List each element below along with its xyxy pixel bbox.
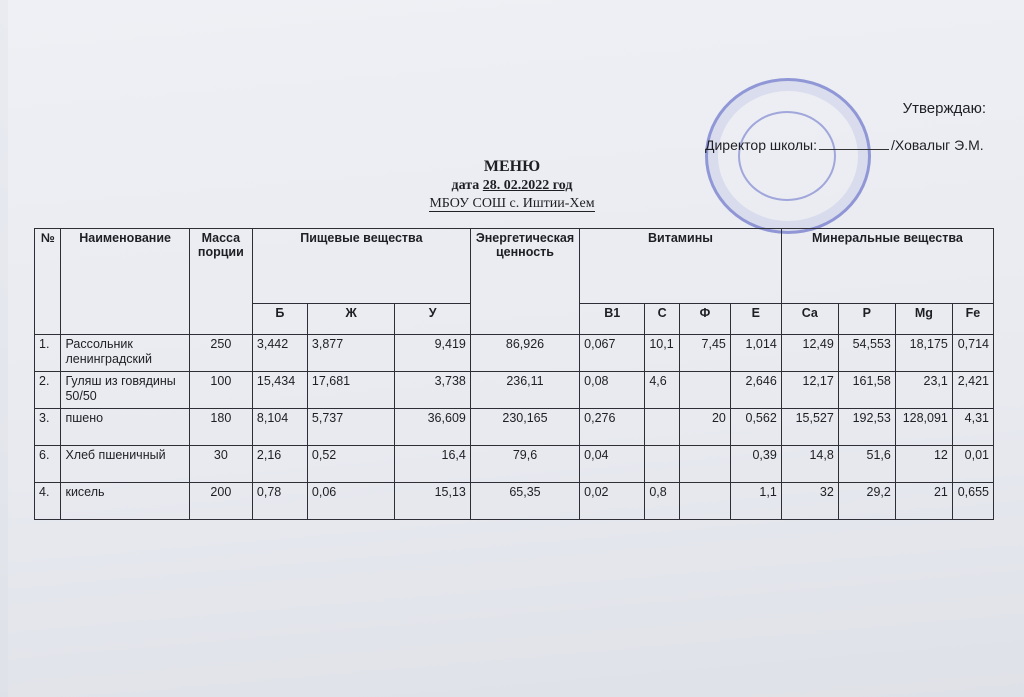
cell-fe: 4,31	[952, 409, 993, 446]
col-num-header: №	[35, 229, 61, 335]
director-name: /Ховалыг Э.М.	[891, 137, 984, 153]
col-mg-header: Mg	[895, 304, 952, 335]
cell-energy: 230,165	[470, 409, 579, 446]
cell-p: 29,2	[838, 483, 895, 520]
cell-f	[679, 483, 730, 520]
col-e-header: E	[730, 304, 781, 335]
cell-zh: 3,877	[307, 335, 395, 372]
cell-mg: 18,175	[895, 335, 952, 372]
col-minerals-header: Минеральные вещества	[781, 229, 993, 304]
cell-b1: 0,04	[580, 446, 645, 483]
cell-ca: 12,49	[781, 335, 838, 372]
cell-f	[679, 372, 730, 409]
cell-c: 4,6	[645, 372, 680, 409]
cell-u: 3,738	[395, 372, 470, 409]
cell-f: 20	[679, 409, 730, 446]
menu-date	[0, 178, 1024, 194]
cell-f: 7,45	[679, 335, 730, 372]
cell-b: 3,442	[252, 335, 307, 372]
cell-b: 15,434	[252, 372, 307, 409]
cell-mass: 250	[189, 335, 252, 372]
cell-energy: 65,35	[470, 483, 579, 520]
date-prefix: дата	[451, 178, 480, 193]
cell-num: 4.	[35, 483, 61, 520]
col-fe-header: Fe	[952, 304, 993, 335]
col-p-header: P	[838, 304, 895, 335]
cell-zh: 0,52	[307, 446, 395, 483]
cell-num: 1.	[35, 335, 61, 372]
cell-e: 1,014	[730, 335, 781, 372]
cell-c	[645, 409, 680, 446]
col-zh-header: Ж	[307, 304, 395, 335]
col-u-header: У	[395, 304, 470, 335]
col-mass-header: Масса порции	[189, 229, 252, 335]
cell-b1: 0,02	[580, 483, 645, 520]
cell-p: 192,53	[838, 409, 895, 446]
col-energy-header: Энергетическая ценность	[470, 229, 579, 335]
table-row	[35, 483, 994, 520]
cell-b1: 0,08	[580, 372, 645, 409]
table-row	[35, 372, 994, 409]
cell-ca: 12,17	[781, 372, 838, 409]
cell-fe: 0,01	[952, 446, 993, 483]
cell-ca: 15,527	[781, 409, 838, 446]
cell-u: 16,4	[395, 446, 470, 483]
cell-mg: 12	[895, 446, 952, 483]
cell-b: 2,16	[252, 446, 307, 483]
cell-b1: 0,276	[580, 409, 645, 446]
cell-zh: 17,681	[307, 372, 395, 409]
cell-mg: 23,1	[895, 372, 952, 409]
cell-num: 2.	[35, 372, 61, 409]
cell-energy: 236,11	[470, 372, 579, 409]
col-f-header: Ф	[679, 304, 730, 335]
cell-b: 8,104	[252, 409, 307, 446]
cell-c: 10,1	[645, 335, 680, 372]
cell-p: 51,6	[838, 446, 895, 483]
cell-name: Гуляш из говядины 50/50	[61, 372, 189, 409]
cell-mass: 200	[189, 483, 252, 520]
col-name-header: Наименование	[61, 229, 189, 335]
cell-energy: 86,926	[470, 335, 579, 372]
cell-e: 0,562	[730, 409, 781, 446]
table-row	[35, 446, 994, 483]
menu-table	[34, 228, 994, 520]
cell-e: 2,646	[730, 372, 781, 409]
cell-num: 6.	[35, 446, 61, 483]
school-name	[0, 196, 1024, 212]
cell-zh: 0,06	[307, 483, 395, 520]
cell-fe: 0,655	[952, 483, 993, 520]
approval-heading: Утверждаю:	[902, 100, 986, 117]
cell-u: 36,609	[395, 409, 470, 446]
page-title: МЕНЮ	[483, 158, 541, 175]
cell-mass: 30	[189, 446, 252, 483]
col-vitamins-header: Витамины	[580, 229, 782, 304]
approval-director-line	[705, 137, 984, 153]
col-b1-header: B1	[580, 304, 645, 335]
col-b-header: Б	[252, 304, 307, 335]
cell-p: 161,58	[838, 372, 895, 409]
cell-energy: 79,6	[470, 446, 579, 483]
cell-name: кисель	[61, 483, 189, 520]
table-row	[35, 409, 994, 446]
cell-p: 54,553	[838, 335, 895, 372]
cell-mass: 180	[189, 409, 252, 446]
table-row	[35, 335, 994, 372]
director-label: Директор школы:	[705, 137, 817, 153]
cell-u: 9,419	[395, 335, 470, 372]
cell-mg: 21	[895, 483, 952, 520]
cell-f	[679, 446, 730, 483]
cell-e: 0,39	[730, 446, 781, 483]
cell-num: 3.	[35, 409, 61, 446]
cell-fe: 0,714	[952, 335, 993, 372]
cell-c: 0,8	[645, 483, 680, 520]
cell-name: Рассольник ленинградский	[61, 335, 189, 372]
cell-e: 1,1	[730, 483, 781, 520]
cell-b1: 0,067	[580, 335, 645, 372]
cell-name: Хлеб пшеничный	[61, 446, 189, 483]
cell-ca: 32	[781, 483, 838, 520]
menu-table-body	[35, 335, 994, 520]
col-ca-header: Ca	[781, 304, 838, 335]
col-nutrients-header: Пищевые вещества	[252, 229, 470, 304]
cell-name: пшено	[61, 409, 189, 446]
cell-mg: 128,091	[895, 409, 952, 446]
cell-ca: 14,8	[781, 446, 838, 483]
date-value: 28. 02.2022 год	[482, 178, 573, 193]
cell-c	[645, 446, 680, 483]
cell-zh: 5,737	[307, 409, 395, 446]
cell-fe: 2,421	[952, 372, 993, 409]
school-name-text: МБОУ СОШ с. Иштии-Хем	[429, 196, 595, 211]
cell-b: 0,78	[252, 483, 307, 520]
col-c-header: C	[645, 304, 680, 335]
cell-mass: 100	[189, 372, 252, 409]
cell-u: 15,13	[395, 483, 470, 520]
signature-line	[819, 149, 889, 150]
